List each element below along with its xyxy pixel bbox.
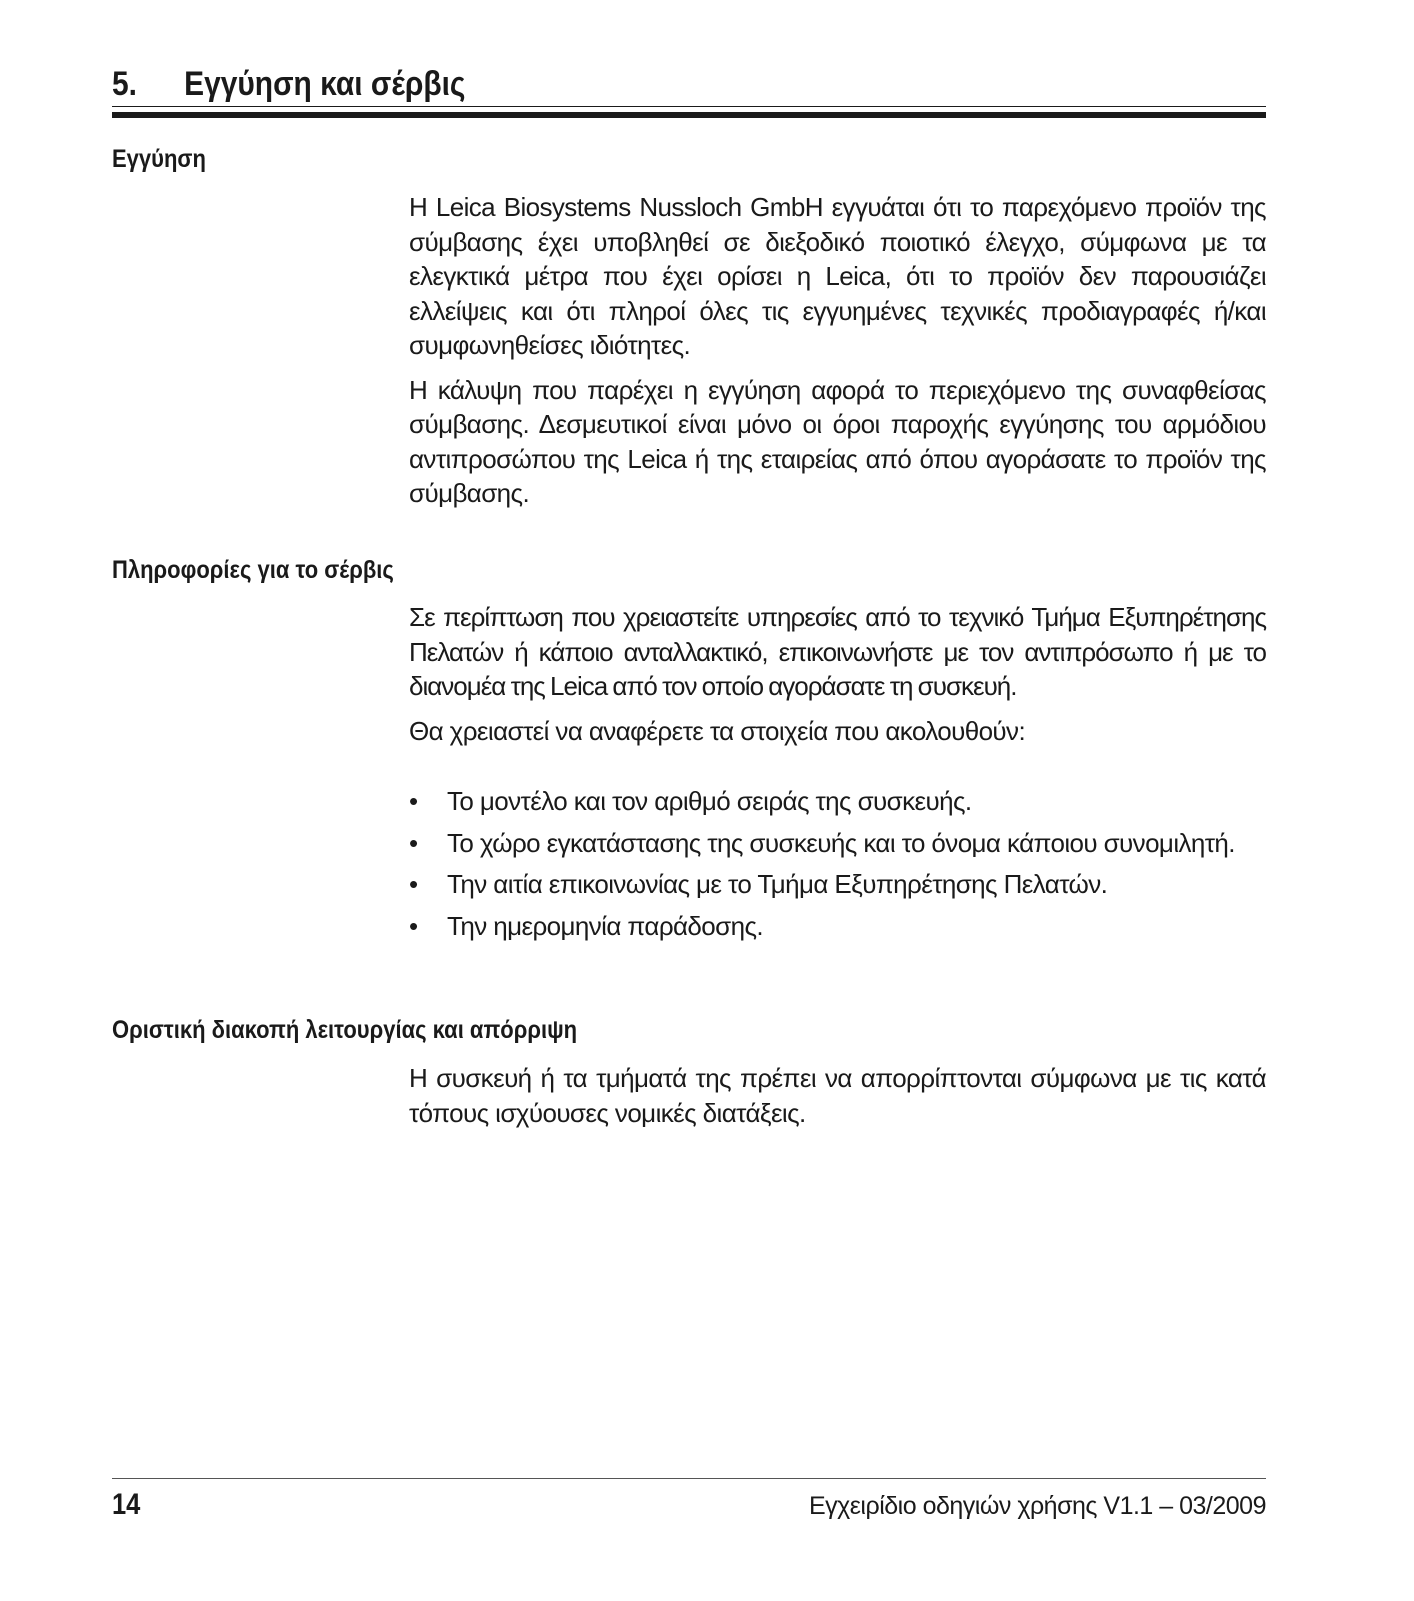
section-body-disposal <box>409 1061 1266 1140</box>
list-item: • Την ημερομηνία παράδοσης. <box>409 909 1266 944</box>
bullet-icon: • <box>409 910 418 941</box>
header-rule-thin <box>112 106 1266 107</box>
section-body-service <box>409 600 1266 950</box>
service-paragraph: Θα χρειαστεί να αναφέρετε τα στοιχεία που ακολουθούν: <box>409 715 1026 746</box>
bullet-icon: • <box>409 827 418 858</box>
bullet-icon: • <box>409 869 418 899</box>
section-heading-service: Πληροφορίες για το σέρβις <box>112 556 394 584</box>
service-bullet-list <box>409 784 1266 943</box>
section-body-warranty <box>409 190 1266 521</box>
warranty-paragraph: Η Leica Biosystems Nussloch GmbH εγγυάται ότι το παρεχόμενο προϊόν της σύμβασης έχει υποβληθεί σε διεξοδικό ποιοτικό έλεγχο, σύμφωνα με τα ελεγκτικά μέτρα που έχει ορίσει η Leica, ότι το προϊόν δεν παρουσιάζει ελλείψεις και ότι πληροί όλες τις εγγυημένες τεχνικές προδιαγραφές ή/και συμφωνηθείσες ιδιότητες. <box>409 192 1266 360</box>
disposal-paragraph: Η συσκευή ή τα τμήματά της πρέπει να απορρίπτονται σύμφωνα με τις κατά τόπους ισχύουσες νομικές διατάξεις. <box>409 1063 1266 1128</box>
chapter-number: 5. <box>112 65 137 103</box>
footer-manual-info: Εγχειρίδιο οδηγιών χρήσης V1.1 – 03/2009 <box>808 1492 1266 1520</box>
list-item: • Το μοντέλο και τον αριθμό σειράς της συσκευής. <box>409 784 1266 819</box>
section-heading-disposal: Οριστική διακοπή λειτουργίας και απόρριψη <box>112 1016 578 1044</box>
list-item: • Το χώρο εγκατάστασης της συσκευής και το όνομα κάποιου συνομιλητή. <box>409 826 1266 861</box>
section-heading-warranty: Εγγύηση <box>112 145 206 173</box>
footer-rule <box>112 1478 1266 1479</box>
chapter-title-text: Εγγύηση και σέρβις <box>184 65 466 103</box>
service-paragraph: Σε περίπτωση που χρειαστείτε υπηρεσίες από το τεχνικό Τμήμα Εξυπηρέτησης Πελατών ή κάποιο ανταλλακτικό, επικοινωνήστε με τον αντιπρόσωπο ή με το διανομέα της Leica από τον οποίο αγοράσατε τη συσκευή. <box>409 602 1266 701</box>
list-item: • Την αιτία επικοινωνίας με το Τμήμα Εξυπηρέτησης Πελατών. <box>409 867 1266 902</box>
page-number: 14 <box>112 1488 141 1521</box>
warranty-paragraph: Η κάλυψη που παρέχει η εγγύηση αφορά το περιεχόμενο της συναφθείσας σύμβασης. Δεσμευτικοί είναι μόνο οι όροι παροχής εγγύησης του αρμόδιου αντιπροσώπου της Leica ή της εταιρείας από όπου αγοράσατε το προϊόν της σύμβασης. <box>409 374 1266 508</box>
bullet-icon: • <box>409 786 418 816</box>
chapter-title <box>112 62 1131 106</box>
header-rule-thick <box>112 112 1266 118</box>
